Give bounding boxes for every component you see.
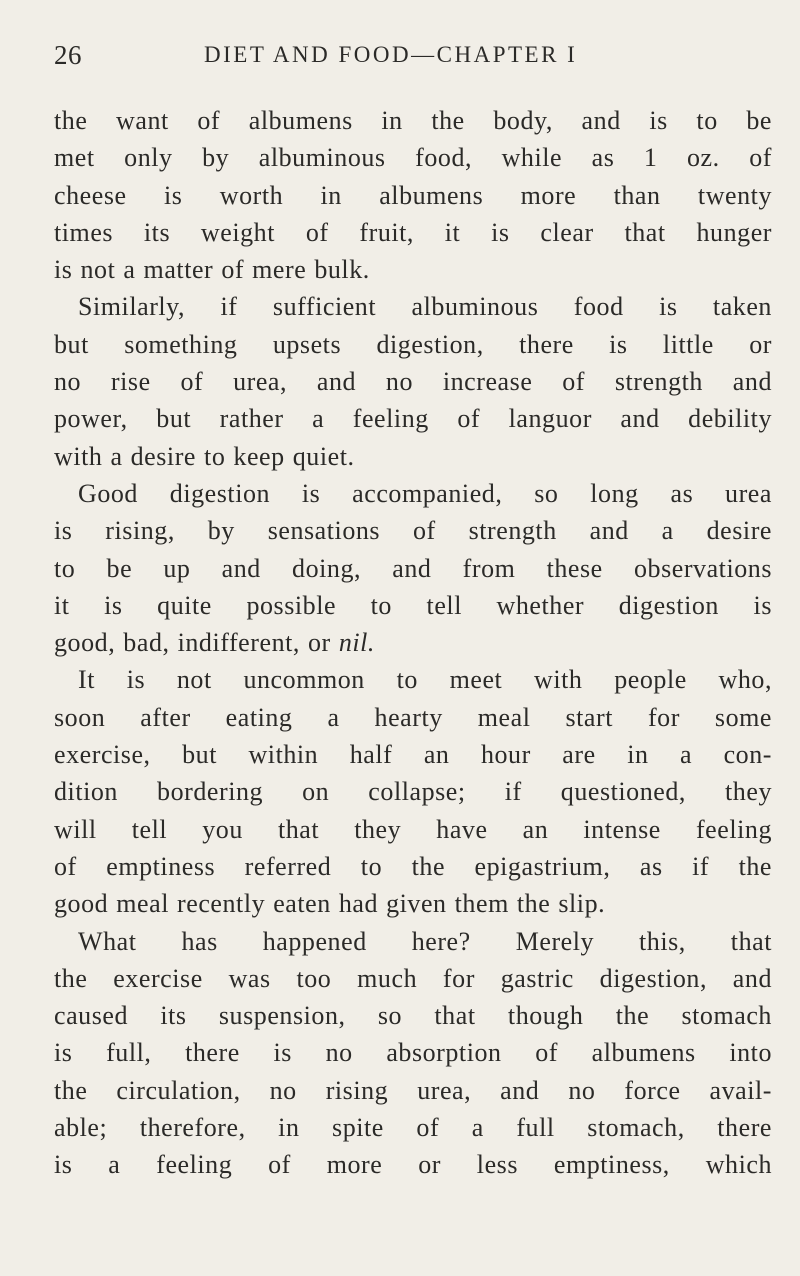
page-number: 26: [54, 40, 82, 70]
italic-word: nil.: [338, 628, 375, 658]
text-line: cheese is worth in albumens more than twenty: [54, 180, 772, 210]
text-line: is full, there is no absorption of albumens into: [54, 1038, 772, 1068]
text-line: of emptiness referred to the epigastrium, as if the: [54, 851, 772, 881]
text-line: soon after eating a hearty meal start for some: [54, 702, 772, 732]
text-line: no rise of urea, and no increase of strength and: [54, 367, 772, 397]
text-line: met only by albuminous food, while as 1 oz. of: [54, 143, 772, 173]
text-line: exercise, but within half an hour are in a con-: [54, 740, 772, 770]
text-line: is rising, by sensations of strength and a desire: [54, 516, 772, 546]
text-line: it is quite possible to tell whether digestion is: [54, 590, 772, 620]
text-fragment: good, bad, indifferent, or: [54, 628, 331, 658]
text-line: will tell you that they have an intense feeling: [54, 814, 772, 844]
text-line: power, but rather a feeling of languor and debility: [54, 404, 772, 434]
body-text: [54, 102, 772, 1184]
text-line: good meal recently eaten had given them the slip.: [54, 889, 606, 919]
text-line: is not a matter of mere bulk.: [54, 255, 370, 285]
text-line: caused its suspension, so that though the stomach: [54, 1001, 772, 1031]
text-line: able; therefore, in spite of a full stomach, there: [54, 1113, 772, 1143]
chapter-header: DIET AND FOOD—CHAPTER I: [204, 42, 578, 67]
paragraph-start-line: Similarly, if sufficient albuminous food is taken: [78, 292, 772, 322]
text-line: is a feeling of more or less emptiness, which: [54, 1150, 772, 1180]
text-line: to be up and doing, and from these observations: [54, 553, 772, 583]
text-line: the circulation, no rising urea, and no force avail-: [54, 1075, 772, 1105]
text-line: with a desire to keep quiet.: [54, 441, 355, 471]
text-line: times its weight of fruit, it is clear that hunger: [54, 217, 772, 247]
running-head: [54, 40, 770, 80]
text-line: the exercise was too much for gastric digestion, and: [54, 963, 772, 993]
paragraph-start-line: It is not uncommon to meet with people who,: [78, 665, 772, 695]
paragraph-start-line: Good digestion is accompanied, so long as urea: [78, 478, 772, 508]
paragraph-start-line: What has happened here? Merely this, that: [78, 926, 772, 956]
text-line: dition bordering on collapse; if questioned, they: [54, 777, 772, 807]
text-line: the want of albumens in the body, and is to be: [54, 106, 772, 135]
text-line: but something upsets digestion, there is little or: [54, 329, 772, 359]
text-line-with-italic: [54, 624, 772, 661]
